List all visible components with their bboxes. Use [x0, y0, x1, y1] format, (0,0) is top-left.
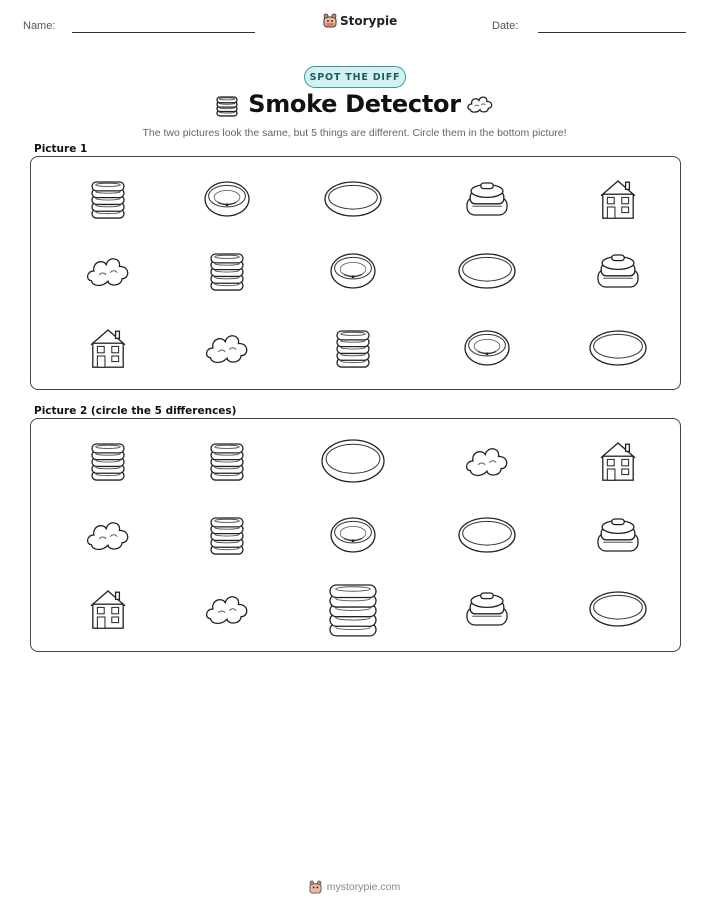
name-label: Name: — [23, 20, 56, 32]
storypie-mascot-icon — [309, 880, 322, 894]
coin-stack-icon — [91, 178, 125, 220]
house-icon[interactable] — [89, 589, 127, 629]
spot-the-diff-badge: SPOT THE DIFF — [304, 66, 406, 88]
name-line[interactable] — [72, 32, 255, 33]
coin-stack-icon — [336, 327, 370, 369]
coin-stack-icon — [210, 250, 244, 292]
cloud-icon — [86, 255, 130, 287]
disc-icon — [458, 253, 516, 289]
date-line[interactable] — [538, 32, 686, 33]
alarm-top-button-icon[interactable] — [466, 589, 508, 629]
disc-icon[interactable] — [458, 517, 516, 553]
storypie-logo — [323, 13, 397, 28]
house-icon[interactable] — [599, 441, 637, 481]
coin-stack-icon[interactable] — [210, 514, 244, 556]
disc-icon[interactable] — [589, 591, 647, 627]
cloud-icon[interactable] — [86, 519, 130, 551]
coin-stack-icon[interactable] — [329, 581, 377, 637]
house-icon — [89, 328, 127, 368]
footer-url: mystorypie.com — [326, 881, 401, 893]
title-coin-stack-icon — [216, 93, 240, 119]
disc-icon — [324, 181, 382, 217]
smoke-detector-icon[interactable] — [330, 517, 376, 553]
disc-icon — [589, 330, 647, 366]
picture-1-label: Picture 1 — [34, 143, 88, 155]
cloud-icon[interactable] — [465, 445, 509, 477]
title-block — [0, 90, 709, 124]
coin-stack-icon[interactable] — [210, 440, 244, 482]
brand-name: Storypie — [340, 13, 398, 28]
footer — [0, 880, 709, 894]
alarm-top-button-icon — [466, 179, 508, 219]
alarm-top-button-icon[interactable] — [597, 515, 639, 555]
title-cloud-icon — [467, 95, 495, 115]
picture-2-label: Picture 2 (circle the 5 differences) — [34, 405, 237, 417]
storypie-mascot-icon — [323, 13, 337, 28]
smoke-detector-icon — [330, 253, 376, 289]
cloud-icon — [205, 332, 249, 364]
instructions-text: The two pictures look the same, but 5 things are different. Circle them in the bottom picture! — [142, 127, 567, 139]
smoke-detector-icon — [464, 330, 510, 366]
page-title: Smoke Detector — [248, 90, 461, 118]
cloud-icon[interactable] — [205, 593, 249, 625]
smoke-detector-icon — [204, 181, 250, 217]
alarm-top-button-icon — [597, 251, 639, 291]
coin-stack-icon[interactable] — [91, 440, 125, 482]
date-label: Date: — [492, 20, 519, 32]
disc-icon[interactable] — [321, 439, 385, 483]
house-icon — [599, 179, 637, 219]
